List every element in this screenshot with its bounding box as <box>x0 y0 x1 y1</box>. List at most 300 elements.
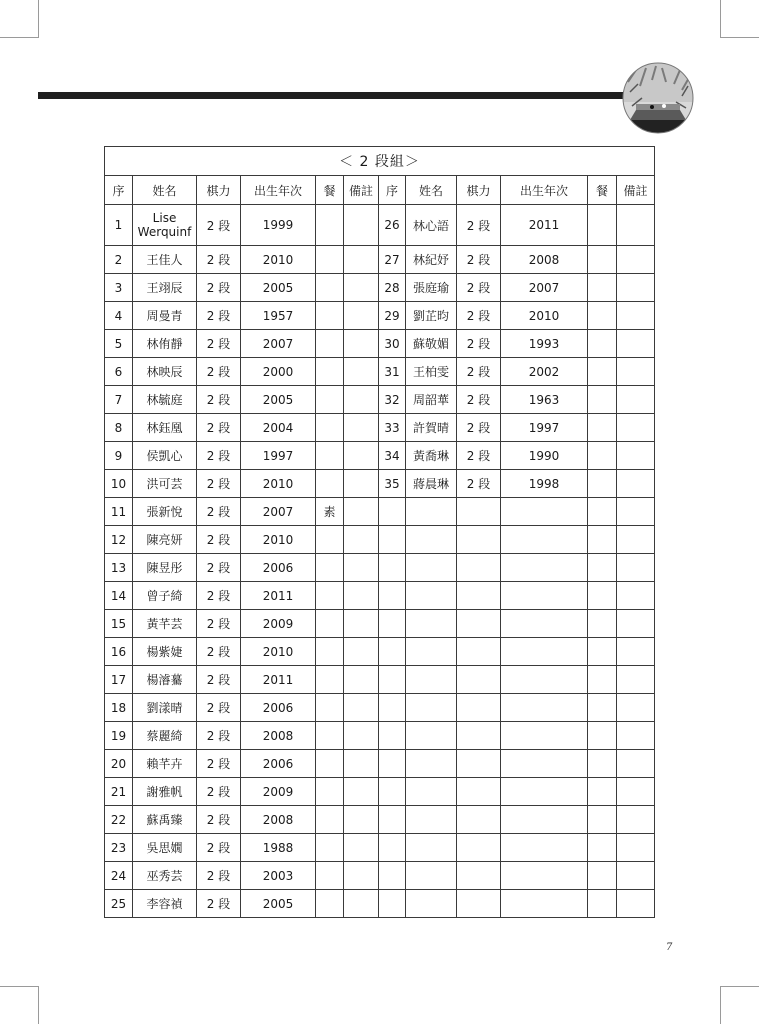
remarks-cell <box>617 890 655 918</box>
seq-cell <box>379 778 406 806</box>
meal-cell <box>316 890 344 918</box>
remarks-cell <box>617 834 655 862</box>
table-row <box>105 806 655 834</box>
name-cell <box>406 554 457 582</box>
rank-cell: 2 段 <box>197 386 241 414</box>
page-number: 7 <box>666 942 673 953</box>
table-row <box>105 638 655 666</box>
meal-cell <box>316 582 344 610</box>
seq-cell <box>379 526 406 554</box>
seq-cell: 25 <box>105 890 133 918</box>
seq-cell: 30 <box>379 330 406 358</box>
crop-mark-top-right-v <box>720 0 721 38</box>
table-row <box>105 205 655 246</box>
seq-cell: 35 <box>379 470 406 498</box>
remarks-cell <box>344 554 379 582</box>
meal-cell <box>316 205 344 246</box>
meal-cell <box>316 778 344 806</box>
rank-cell: 2 段 <box>457 386 501 414</box>
rank-cell: 2 段 <box>197 554 241 582</box>
birth-year-cell: 2003 <box>241 862 316 890</box>
rank-cell: 2 段 <box>197 526 241 554</box>
name-cell: 賴芊卉 <box>133 750 197 778</box>
remarks-cell <box>617 470 655 498</box>
birth-year-cell: 2002 <box>501 358 588 386</box>
name-cell: 劉芷昀 <box>406 302 457 330</box>
remarks-cell <box>617 610 655 638</box>
meal-cell <box>588 806 617 834</box>
rank-cell: 2 段 <box>197 722 241 750</box>
birth-year-cell: 1988 <box>241 834 316 862</box>
table-row <box>105 330 655 358</box>
seq-cell <box>379 890 406 918</box>
seq-cell: 29 <box>379 302 406 330</box>
remarks-cell <box>344 386 379 414</box>
name-cell: 洪可芸 <box>133 470 197 498</box>
remarks-cell <box>617 386 655 414</box>
name-cell: 黃喬琳 <box>406 442 457 470</box>
birth-year-cell: 1997 <box>501 414 588 442</box>
rank-cell: 2 段 <box>457 414 501 442</box>
rank-cell: 2 段 <box>457 205 501 246</box>
remarks-cell <box>344 666 379 694</box>
rank-cell <box>457 526 501 554</box>
registration-table <box>104 146 655 918</box>
name-cell <box>406 806 457 834</box>
name-cell <box>406 526 457 554</box>
meal-cell <box>588 246 617 274</box>
birth-year-cell <box>501 778 588 806</box>
meal-cell <box>588 890 617 918</box>
name-cell: 蘇敬媚 <box>406 330 457 358</box>
name-cell <box>406 862 457 890</box>
rank-cell: 2 段 <box>197 610 241 638</box>
header-seq-left: 序 <box>105 176 133 205</box>
header-remarks-right: 備註 <box>617 176 655 205</box>
table-row <box>105 470 655 498</box>
seq-cell: 31 <box>379 358 406 386</box>
meal-cell <box>588 862 617 890</box>
birth-year-cell: 1963 <box>501 386 588 414</box>
meal-cell <box>588 750 617 778</box>
meal-cell <box>588 638 617 666</box>
table-row <box>105 722 655 750</box>
seq-cell <box>379 750 406 778</box>
seq-cell: 26 <box>379 205 406 246</box>
table-row <box>105 834 655 862</box>
remarks-cell <box>344 330 379 358</box>
remarks-cell <box>617 694 655 722</box>
seq-cell: 12 <box>105 526 133 554</box>
name-cell: 林心語 <box>406 205 457 246</box>
remarks-cell <box>617 330 655 358</box>
name-cell: 林侑靜 <box>133 330 197 358</box>
meal-cell <box>316 274 344 302</box>
name-cell: 巫秀芸 <box>133 862 197 890</box>
meal-cell <box>316 666 344 694</box>
seq-cell <box>379 666 406 694</box>
rank-cell <box>457 778 501 806</box>
meal-cell <box>588 470 617 498</box>
name-cell: 黃芊芸 <box>133 610 197 638</box>
remarks-cell <box>344 722 379 750</box>
crop-mark-top-left-v <box>38 0 39 38</box>
remarks-cell <box>344 302 379 330</box>
remarks-cell <box>617 274 655 302</box>
meal-cell <box>316 862 344 890</box>
meal-cell <box>588 694 617 722</box>
name-cell: 林紀妤 <box>406 246 457 274</box>
table-row <box>105 414 655 442</box>
rank-cell: 2 段 <box>197 470 241 498</box>
meal-cell <box>588 778 617 806</box>
birth-year-cell: 2011 <box>241 666 316 694</box>
name-cell: 王柏雯 <box>406 358 457 386</box>
seq-cell <box>379 834 406 862</box>
remarks-cell <box>344 610 379 638</box>
table-row <box>105 274 655 302</box>
name-cell: 林鈺凰 <box>133 414 197 442</box>
seq-cell: 5 <box>105 330 133 358</box>
name-cell: 蔡麗綺 <box>133 722 197 750</box>
rank-cell <box>457 834 501 862</box>
seq-cell <box>379 582 406 610</box>
rank-cell: 2 段 <box>197 694 241 722</box>
remarks-cell <box>344 638 379 666</box>
meal-cell <box>316 834 344 862</box>
seq-cell: 7 <box>105 386 133 414</box>
table-row <box>105 862 655 890</box>
rank-cell: 2 段 <box>457 302 501 330</box>
remarks-cell <box>344 582 379 610</box>
remarks-cell <box>617 442 655 470</box>
table-row <box>105 666 655 694</box>
remarks-cell <box>344 498 379 526</box>
name-cell: Lise Werquinf <box>133 205 197 246</box>
name-cell: 陳亮妍 <box>133 526 197 554</box>
remarks-cell <box>617 498 655 526</box>
birth-year-cell <box>501 890 588 918</box>
header-birth-year-left: 出生年次 <box>241 176 316 205</box>
meal-cell <box>588 526 617 554</box>
remarks-cell <box>617 205 655 246</box>
rank-cell: 2 段 <box>457 274 501 302</box>
remarks-cell <box>617 358 655 386</box>
crop-mark-top-left-h <box>0 37 38 38</box>
name-cell: 楊濬驀 <box>133 666 197 694</box>
remarks-cell <box>617 554 655 582</box>
name-cell: 王翊辰 <box>133 274 197 302</box>
table-row <box>105 302 655 330</box>
seq-cell: 17 <box>105 666 133 694</box>
seq-cell <box>379 862 406 890</box>
seq-cell: 6 <box>105 358 133 386</box>
remarks-cell <box>617 778 655 806</box>
name-cell: 周韶華 <box>406 386 457 414</box>
table-row <box>105 610 655 638</box>
crop-mark-bottom-right-v <box>720 986 721 1024</box>
birth-year-cell <box>501 638 588 666</box>
birth-year-cell: 2008 <box>501 246 588 274</box>
remarks-cell <box>344 834 379 862</box>
table-header-row <box>105 176 655 205</box>
rank-cell <box>457 554 501 582</box>
name-cell <box>406 722 457 750</box>
name-cell: 吳思嫺 <box>133 834 197 862</box>
header-meal-left: 餐 <box>316 176 344 205</box>
seq-cell: 16 <box>105 638 133 666</box>
rank-cell: 2 段 <box>197 834 241 862</box>
header-rank-left: 棋力 <box>197 176 241 205</box>
table-row <box>105 890 655 918</box>
meal-cell <box>316 722 344 750</box>
seq-cell: 15 <box>105 610 133 638</box>
name-cell: 劉漾晴 <box>133 694 197 722</box>
remarks-cell <box>344 470 379 498</box>
remarks-cell <box>617 582 655 610</box>
remarks-cell <box>344 526 379 554</box>
birth-year-cell <box>501 750 588 778</box>
seq-cell: 3 <box>105 274 133 302</box>
table-row <box>105 582 655 610</box>
seq-cell <box>379 694 406 722</box>
remarks-cell <box>617 638 655 666</box>
rank-cell <box>457 890 501 918</box>
birth-year-cell <box>501 694 588 722</box>
rank-cell: 2 段 <box>197 274 241 302</box>
rank-cell <box>457 638 501 666</box>
meal-cell <box>588 205 617 246</box>
name-cell <box>406 890 457 918</box>
remarks-cell <box>344 246 379 274</box>
name-cell <box>406 610 457 638</box>
table-row <box>105 246 655 274</box>
name-cell <box>406 834 457 862</box>
seq-cell: 32 <box>379 386 406 414</box>
seq-cell: 34 <box>379 442 406 470</box>
rank-cell: 2 段 <box>197 806 241 834</box>
meal-cell <box>316 442 344 470</box>
birth-year-cell: 2009 <box>241 778 316 806</box>
rank-cell: 2 段 <box>197 414 241 442</box>
remarks-cell <box>344 778 379 806</box>
birth-year-cell: 2010 <box>241 470 316 498</box>
rank-cell: 2 段 <box>457 358 501 386</box>
rank-cell: 2 段 <box>457 442 501 470</box>
rank-cell <box>457 722 501 750</box>
name-cell: 周曼青 <box>133 302 197 330</box>
table-row <box>105 526 655 554</box>
birth-year-cell <box>501 834 588 862</box>
seq-cell: 11 <box>105 498 133 526</box>
meal-cell <box>316 330 344 358</box>
table-row <box>105 750 655 778</box>
rank-cell <box>457 582 501 610</box>
remarks-cell <box>617 414 655 442</box>
remarks-cell <box>617 722 655 750</box>
rank-cell: 2 段 <box>197 666 241 694</box>
seq-cell: 27 <box>379 246 406 274</box>
rank-cell: 2 段 <box>197 358 241 386</box>
meal-cell <box>588 386 617 414</box>
seq-cell: 1 <box>105 205 133 246</box>
seq-cell: 21 <box>105 778 133 806</box>
birth-year-cell: 2008 <box>241 722 316 750</box>
remarks-cell <box>344 806 379 834</box>
meal-cell <box>316 246 344 274</box>
rank-cell: 2 段 <box>197 246 241 274</box>
birth-year-cell: 2009 <box>241 610 316 638</box>
remarks-cell <box>617 806 655 834</box>
meal-cell <box>588 834 617 862</box>
seq-cell: 10 <box>105 470 133 498</box>
remarks-cell <box>344 694 379 722</box>
birth-year-cell: 2004 <box>241 414 316 442</box>
name-cell: 蘇禹臻 <box>133 806 197 834</box>
name-cell <box>406 694 457 722</box>
meal-cell: 素 <box>316 498 344 526</box>
birth-year-cell: 1957 <box>241 302 316 330</box>
remarks-cell <box>617 750 655 778</box>
name-cell: 張庭瑜 <box>406 274 457 302</box>
header-name-left: 姓名 <box>133 176 197 205</box>
birth-year-cell <box>501 722 588 750</box>
birth-year-cell: 2006 <box>241 554 316 582</box>
birth-year-cell: 2010 <box>241 526 316 554</box>
birth-year-cell: 2010 <box>241 246 316 274</box>
seq-cell: 8 <box>105 414 133 442</box>
rank-cell <box>457 666 501 694</box>
seq-cell <box>379 806 406 834</box>
rank-cell <box>457 694 501 722</box>
name-cell: 林映辰 <box>133 358 197 386</box>
meal-cell <box>588 582 617 610</box>
meal-cell <box>588 330 617 358</box>
birth-year-cell: 2008 <box>241 806 316 834</box>
rank-cell: 2 段 <box>457 246 501 274</box>
meal-cell <box>316 610 344 638</box>
meal-cell <box>588 666 617 694</box>
name-cell: 李容禎 <box>133 890 197 918</box>
rank-cell <box>457 610 501 638</box>
remarks-cell <box>344 862 379 890</box>
seq-cell: 13 <box>105 554 133 582</box>
rank-cell: 2 段 <box>197 638 241 666</box>
birth-year-cell: 2010 <box>241 638 316 666</box>
rank-cell <box>457 498 501 526</box>
rank-cell <box>457 750 501 778</box>
name-cell <box>406 638 457 666</box>
birth-year-cell: 2005 <box>241 386 316 414</box>
header-rank-right: 棋力 <box>457 176 501 205</box>
meal-cell <box>316 750 344 778</box>
table-row <box>105 498 655 526</box>
meal-cell <box>316 554 344 582</box>
seq-cell: 22 <box>105 806 133 834</box>
rank-cell: 2 段 <box>197 205 241 246</box>
rank-cell: 2 段 <box>457 470 501 498</box>
birth-year-cell: 1999 <box>241 205 316 246</box>
name-cell <box>406 778 457 806</box>
name-cell <box>406 498 457 526</box>
go-board-emblem-icon <box>622 62 694 134</box>
meal-cell <box>588 498 617 526</box>
crop-mark-bottom-left-h <box>0 986 38 987</box>
rank-cell: 2 段 <box>197 778 241 806</box>
name-cell: 陳昱彤 <box>133 554 197 582</box>
seq-cell: 19 <box>105 722 133 750</box>
birth-year-cell: 1997 <box>241 442 316 470</box>
name-cell: 謝雅帆 <box>133 778 197 806</box>
birth-year-cell: 2000 <box>241 358 316 386</box>
seq-cell <box>379 610 406 638</box>
table-row <box>105 554 655 582</box>
birth-year-cell: 2011 <box>501 205 588 246</box>
rank-cell: 2 段 <box>197 302 241 330</box>
birth-year-cell: 2005 <box>241 274 316 302</box>
name-cell: 曾子綺 <box>133 582 197 610</box>
header-meal-right: 餐 <box>588 176 617 205</box>
birth-year-cell <box>501 554 588 582</box>
table-row <box>105 386 655 414</box>
name-cell <box>406 750 457 778</box>
rank-cell: 2 段 <box>197 750 241 778</box>
seq-cell <box>379 722 406 750</box>
table-body <box>105 205 655 918</box>
remarks-cell <box>617 666 655 694</box>
birth-year-cell: 2006 <box>241 694 316 722</box>
meal-cell <box>588 442 617 470</box>
seq-cell: 18 <box>105 694 133 722</box>
seq-cell <box>379 498 406 526</box>
meal-cell <box>316 806 344 834</box>
meal-cell <box>588 274 617 302</box>
birth-year-cell: 2011 <box>241 582 316 610</box>
table-row <box>105 778 655 806</box>
seq-cell: 23 <box>105 834 133 862</box>
birth-year-cell <box>501 666 588 694</box>
meal-cell <box>588 554 617 582</box>
name-cell: 侯凱心 <box>133 442 197 470</box>
table-row <box>105 442 655 470</box>
remarks-cell <box>344 205 379 246</box>
header-name-right: 姓名 <box>406 176 457 205</box>
table-row <box>105 694 655 722</box>
rank-cell <box>457 862 501 890</box>
meal-cell <box>316 470 344 498</box>
birth-year-cell: 2007 <box>241 498 316 526</box>
meal-cell <box>316 526 344 554</box>
birth-year-cell <box>501 610 588 638</box>
remarks-cell <box>344 358 379 386</box>
name-cell: 許賀晴 <box>406 414 457 442</box>
crop-mark-bottom-right-h <box>721 986 759 987</box>
remarks-cell <box>617 302 655 330</box>
header-rule <box>38 92 638 99</box>
meal-cell <box>588 610 617 638</box>
seq-cell <box>379 638 406 666</box>
seq-cell: 4 <box>105 302 133 330</box>
birth-year-cell: 2006 <box>241 750 316 778</box>
seq-cell: 9 <box>105 442 133 470</box>
remarks-cell <box>344 890 379 918</box>
birth-year-cell <box>501 862 588 890</box>
seq-cell: 33 <box>379 414 406 442</box>
meal-cell <box>316 414 344 442</box>
name-cell <box>406 666 457 694</box>
seq-cell: 14 <box>105 582 133 610</box>
birth-year-cell: 2010 <box>501 302 588 330</box>
